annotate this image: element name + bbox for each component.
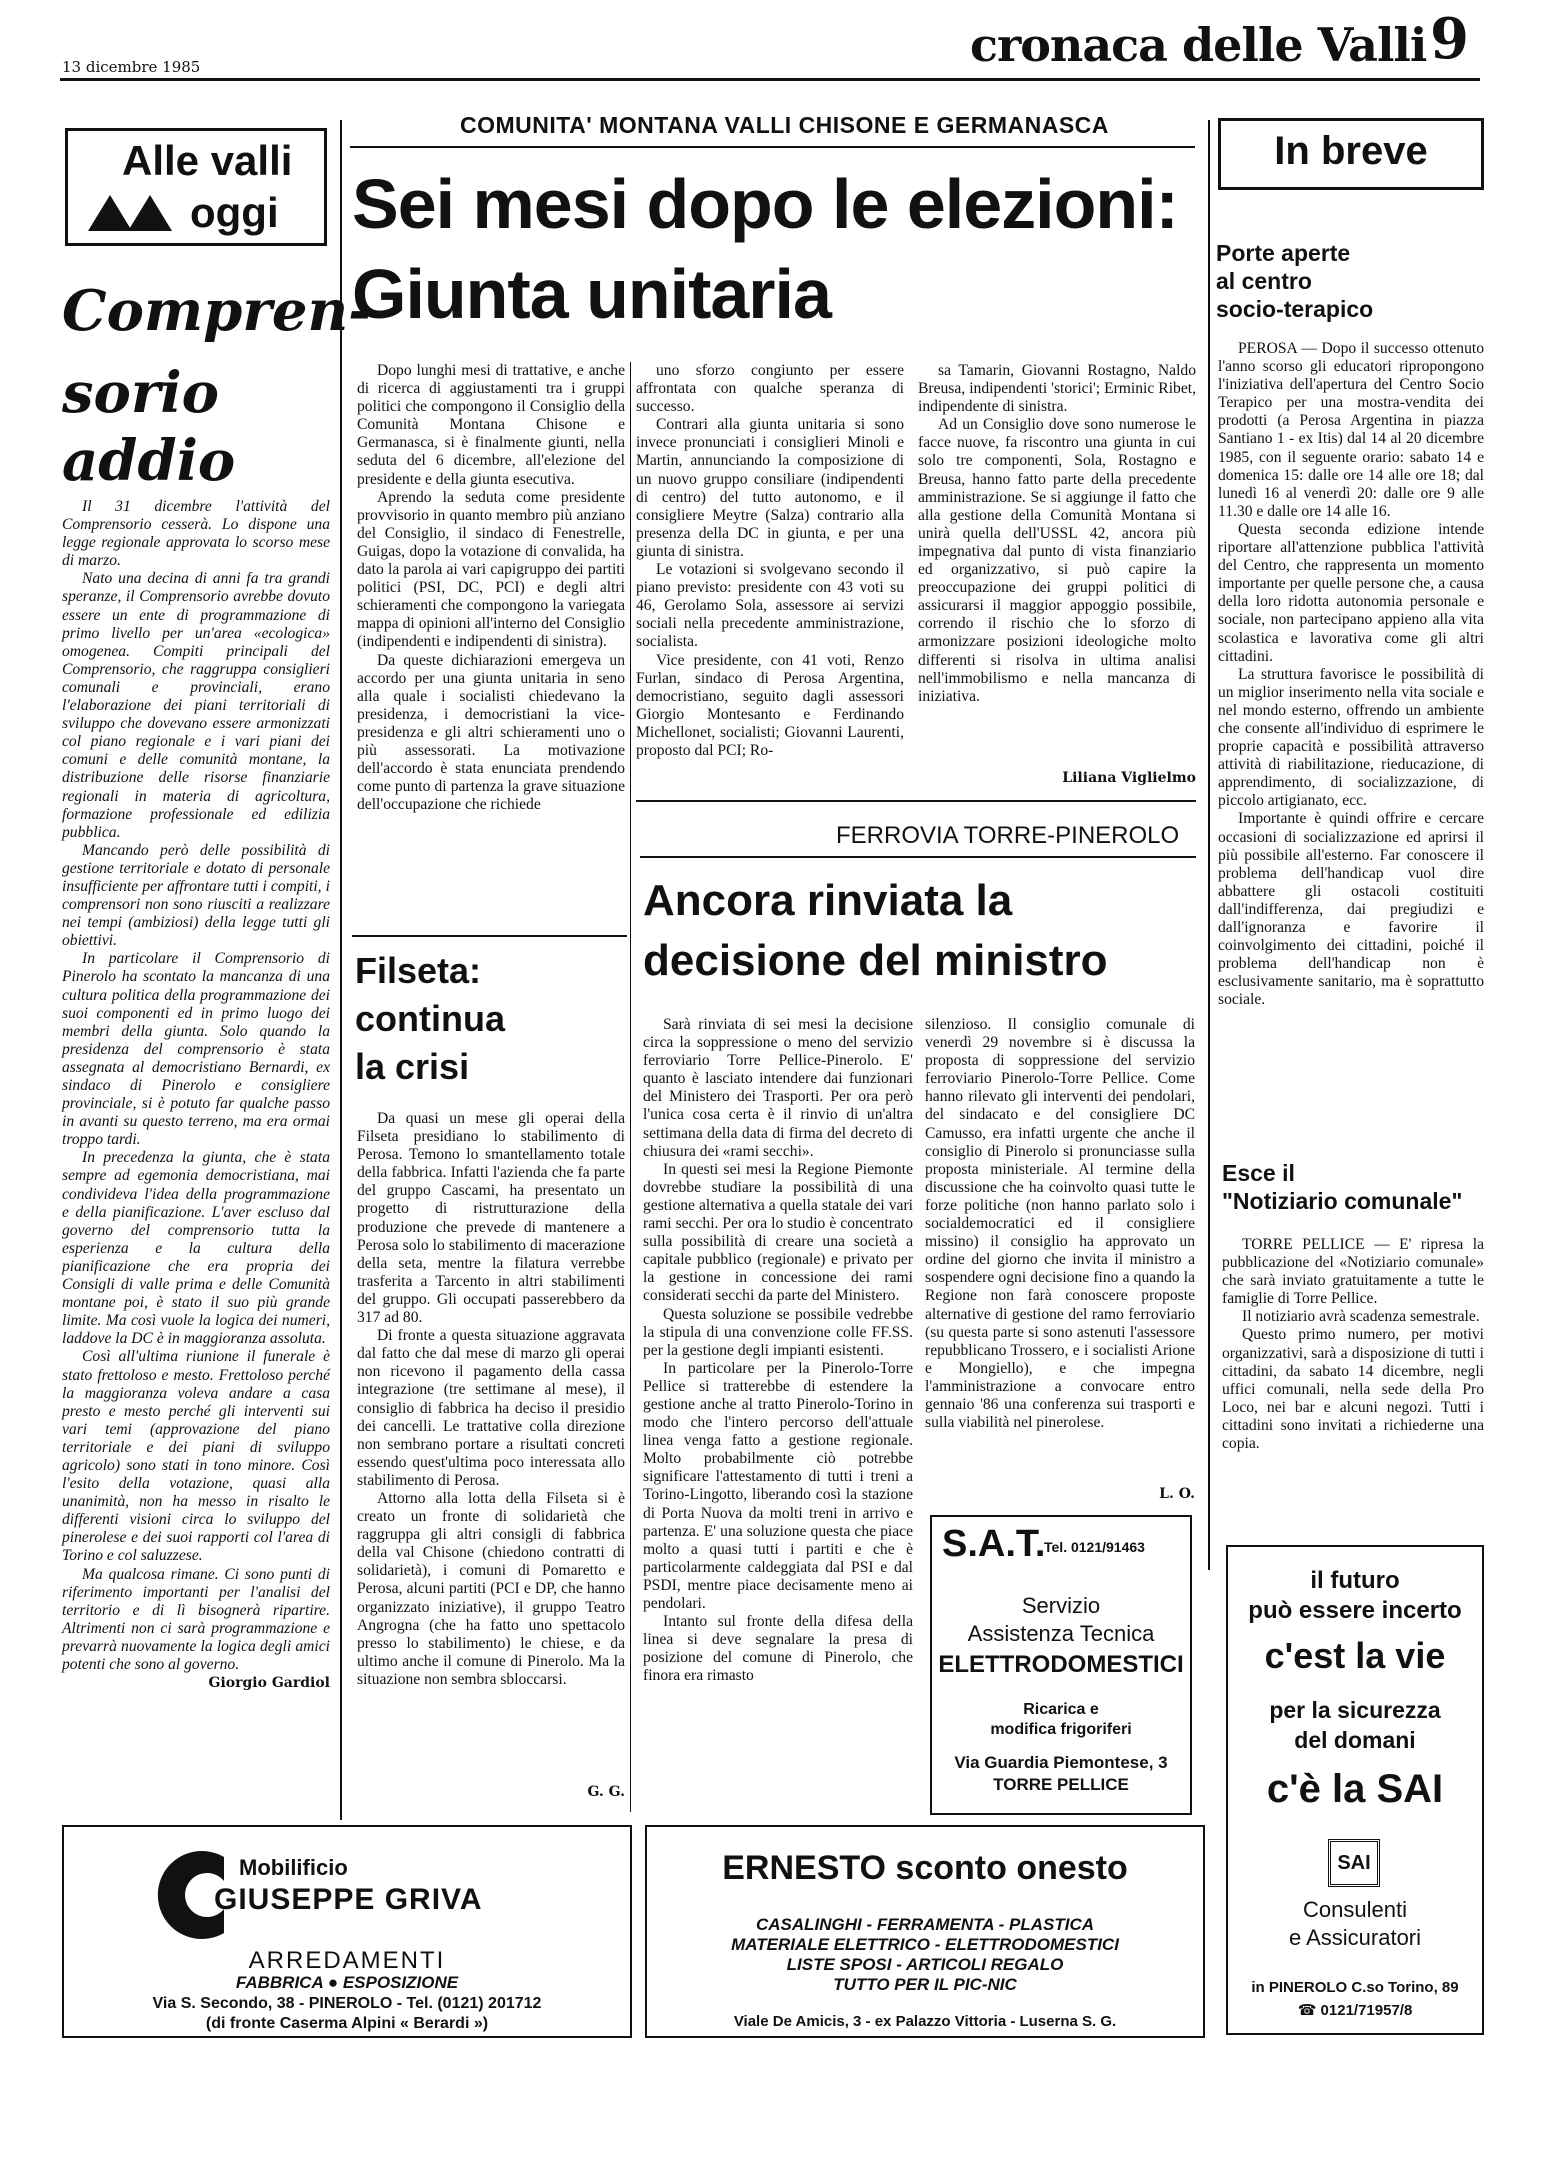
sai-line: c'est la vie (1264, 1635, 1446, 1676)
ernesto-line: LISTE SPOSI - ARTICOLI REGALO (786, 1955, 1064, 1974)
griva-line: Via S. Secondo, 38 - PINEROLO - Tel. (0121) 201712 (152, 1995, 542, 2012)
filseta-paragraph: Di fronte a questa situazione aggravata dal fatto che dal mese di marzo gli operai non ricevono il pagamento della cassa integrazione (tre settimane al mese), il consiglio di fabbrica ha deciso il presidio dei cancelli. Le trattative colla direzione non sembrano portare a risultati concreti essendo quest'ultima poco interessata allo stabilimento di Perosa. (357, 1327, 625, 1489)
sidebar-title-1: Compren- (62, 278, 372, 344)
ferrovia-kicker-rule (640, 856, 1196, 858)
ferrovia-signature: L. O. (1159, 1486, 1195, 1502)
sai-line: c'è la SAI (1266, 1767, 1444, 1811)
ernesto-title: ERNESTO sconto onesto (722, 1849, 1128, 1887)
breve-2-headline-1: Esce il (1222, 1160, 1295, 1186)
kicker-rule (350, 146, 1195, 148)
sidebar-divider (340, 120, 342, 1820)
sidebar-signature: Giorgio Gardiol (208, 1675, 330, 1692)
filseta-top-rule (352, 935, 627, 937)
ferrovia-paragraph: In particolare per la Pinerolo-Torre Pellice si tratterebbe di estendere la gestione anche al tratto Pinerolo-Torino in modo che l'intero percorso dell'attuale linea venga fatto a gestione regionale. Molto probabilmente ciò potrebbe significare l'attestamento di tutti i treni a Torino-Lingotto, liberando così la stazione di Porta Nuova da molti treni in arrivo e partenza. E' una soluzione questa che piace molto a quasi tutti i partiti e che è particolarmente caldeggiata dal PSI e dal PSDI, mentre piace decisamente meno ai pendolari. (643, 1359, 913, 1612)
ernesto-line: TUTTO PER IL PIC-NIC (833, 1975, 1017, 1994)
ernesto-line: MATERIALE ELETTRICO - ELETTRODOMESTICI (731, 1935, 1119, 1954)
in-breve-title: In breve (1274, 129, 1428, 173)
main-col-1 (357, 362, 625, 927)
griva-line: (di fronte Caserma Alpini « Berardi ») (205, 2015, 489, 2032)
sidebar-paragraph: Ma qualcosa rimane. Ci sono punti di riferimento importanti per l'analisi del territorio e di lì bisognerà ripartire. Altrimenti non ci sarà programmazione e prevarrà nuovamente la logica degli amici potenti che sono al governo. (62, 1565, 330, 1673)
breve-2-body (1222, 1236, 1484, 1536)
sat-ad (930, 1515, 1192, 1815)
sidebar-title-3: addio (62, 428, 236, 494)
sat-name: S.A.T. (942, 1523, 1046, 1565)
griva-line: ARREDAMENTI (248, 1947, 446, 1974)
sai-line: può essere incerto (1248, 1597, 1462, 1624)
sidebar-title-2: sorio (62, 360, 220, 426)
ferrovia-paragraph: Sarà rinviata di sei mesi la decisione circa la soppressione o meno del servizio ferroviario Torre Pellice-Pinerolo. E' quanto è lasciato intendere dai funzionari del Ministero dei Trasporti. Per ora però l'unica cosa certa è il rinvio di un'altra settimana della data di firma del decreto di chiusura dei «rami secchi». (643, 1016, 913, 1160)
breve-paragraph: Importante è quindi offrire e cercare occasioni di socializzazione ed aprirsi il più possibile all'esterno. Far conoscere il problema dell'handicap vuol dire abbattere gli ostacoli costituiti dall'indifferenza, dai pregiudizi e dall'ignoranza e favorire il coinvolgimento dei cittadini, poiché il problema dell'handicap non è esclusivamente sanitario, ma è soprattutto sociale. (1218, 810, 1484, 1009)
breve-paragraph: Questo primo numero, per motivi organizzativi, sarà a disposizione di tutti i cittadini, da sabato 14 dicembre, negli uffici comunali, nella sede della Pro Loco, nei bar e alcuni negozi. Tutti i cittadini sono invitati a richiederne una copia. (1222, 1326, 1484, 1453)
sat-line: Ricarica e (1023, 1701, 1099, 1718)
issue-date: 13 dicembre 1985 (62, 58, 201, 76)
griva-line: GIUSEPPE GRIVA (214, 1883, 483, 1916)
in-breve-box (1218, 118, 1484, 190)
main-paragraph: Ad un Consiglio dove sono numerose le facce nuove, fa riscontro una giunta in cui solo tre componenti, Sola, Rostagno e Breusa, hanno fatto parte della precedente amministrazione. Se si aggiunge il fatto che alla gestione della Comunità Montana si unirà quella dell'USSL 42, ancora più impegnativa dal punto di vista finanziario ed organizzativo, si può capire la preoccupazione dei gruppi politici di assicurarsi il maggior appoggio possibile, correndo il rischio che lo sforzo di armonizzare posizioni ideologiche molto differenti si risolva in ultima analisi nell'immobilismo e nella mancanza di iniziativa. (918, 416, 1196, 705)
sai-line: del domani (1294, 1727, 1416, 1753)
sat-line: TORRE PELLICE (993, 1775, 1129, 1794)
main-headline-2: Giunta unitaria (352, 255, 831, 333)
filseta-headline-2: continua (355, 998, 505, 1039)
sidebar-paragraph: Il 31 dicembre l'attività del Comprensorio cesserà. Lo dispone una legge regionale approvata lo scorso mese di marzo. (62, 498, 330, 570)
ernesto-ad (645, 1825, 1205, 2038)
sat-line: modifica frigoriferi (990, 1721, 1132, 1738)
ferrovia-headline-1: Ancora rinviata la (643, 876, 1013, 925)
breve-1-headline-1: Porte aperte (1216, 240, 1351, 266)
main-paragraph: Le votazioni si svolgevano secondo il piano previsto: presidente con 43 voti su 46, Gerolamo Sola, assessore ai servizi sociali nella precedente amministrazione, socialista. (636, 561, 904, 651)
page-number: 9 (1430, 6, 1469, 72)
breve-1-headline-3: socio-terapico (1216, 296, 1374, 322)
sat-phone: Tel. 0121/91463 (1044, 1539, 1145, 1555)
sai-line: il futuro (1310, 1567, 1400, 1594)
sat-line: Assistenza Tecnica (967, 1621, 1155, 1646)
main-paragraph: Vice presidente, con 41 voti, Renzo Furlan, sindaco di Perosa Argentina, democristiano, seguito dagli assessori Giorgio Montesanto e Ferdinando Michellonet, socialisti; Giovanni Laurenti, proposto dal PCI; Ro- (636, 651, 904, 759)
ferrovia-col-2 (925, 1016, 1195, 1486)
griva-line: Mobilificio (239, 1855, 348, 1880)
main-col-divider (630, 362, 631, 1812)
ferrovia-kicker: FERROVIA TORRE-PINEROLO (836, 822, 1180, 849)
filseta-headline-1: Filseta: (355, 950, 482, 991)
sat-line: Via Guardia Piemontese, 3 (954, 1753, 1168, 1772)
ferrovia-paragraph: silenzioso. Il consiglio comunale di venerdì 29 novembre si è discussa la proposta di soppressione del servizio ferroviario Pinerolo-Torre Pellice. Come hanno rilevato gli interventi dei pendolari, del sindacato e del consigliere DC Camusso, era infatti urgente che anche il consiglio di Pinerolo si pronunciasse sulla proposta ministeriale. Al termine della discussione che ha coinvolto quasi tutte le forze politiche (non hanno parlato solo i socialdemocratici ed il consigliere missino) il consiglio ha approvato un ordine del giorno che invita il ministro a sospendere ogni decisione fino a quando la Regione non farà conoscere proposte alternative di gestione del ramo ferroviario (su questa parte si sono astenuti l'assessore repubblicano Trossero, e i socialisti Arione e Mongiello), e che impegna l'amministrazione a convocare entro gennaio '86 una conferenza sui trasporti e sulla viabilità nel pinerolese. (925, 1016, 1195, 1432)
main-paragraph: uno sforzo congiunto per essere affrontata con qualche speranza di successo. (636, 362, 904, 416)
filseta-headline-3: la crisi (355, 1046, 470, 1087)
breve-1-headline-2: al centro (1216, 268, 1312, 294)
filseta-paragraph: Da quasi un mese gli operai della Filseta presidiano lo stabilimento di Perosa. Temono lo smantellamento totale della fabbrica. Infatti l'azienda che fa parte del gruppo Cascami, ha presentato un progetto di ristrutturazione della produzione che prevede di mantenere a Perosa solo lo stabilimento di macerazione della seta, mentre la filatura verrebbe trasferita a Tarcento in altri stabilimenti del gruppo. Gli occupati passerebbero da 317 ad 80. (357, 1110, 625, 1327)
sai-phone: ☎ 0121/71957/8 (1297, 2002, 1413, 2019)
breve-paragraph: Questa seconda edizione intende riportare all'attenzione pubblica l'attività del Centro, che rappresenta un momento importante per quelle persone che, a causa della loro ridotta autonomia personale e sociale, non partecipano appieno alla vita scolastica e lavorativa come gli altri cittadini. (1218, 520, 1484, 665)
box-line-1: Alle valli (122, 137, 293, 184)
ferrovia-headline-2: decisione del ministro (643, 936, 1108, 985)
sai-ad (1226, 1545, 1484, 2035)
sai-address: in PINEROLO C.so Torino, 89 (1251, 1979, 1459, 1996)
sidebar-paragraph: Mancando però delle possibilità di gestione territoriale e dotato di personale insufficiente per affrontare tutti i compiti, i comprensori non sono riusciti a realizzare nei tempi (ambiziosi) della legge tutti gli obiettivi. (62, 841, 330, 950)
breve-1-body (1218, 340, 1484, 1190)
main-signature: Liliana Viglielmo (1062, 770, 1196, 786)
sidebar-body (62, 498, 330, 1692)
griva-ad (62, 1825, 632, 2038)
main-col-2 (636, 362, 904, 782)
main-bottom-rule (636, 800, 1196, 802)
breve-paragraph: La struttura favorisce le possibilità di un miglior inserimento nella vita sociale e nel mondo esterno, offrendo un ambiente che consente all'individuo di esprimere le proprie capacità e possibilità attraverso attività di riabilitazione, rieducazione, di apprendimento, di socializzazione, di piccolo artigianato, ecc. (1218, 665, 1484, 810)
main-col-3 (918, 362, 1196, 762)
alle-valli-oggi-box (65, 128, 327, 246)
breve-paragraph: PEROSA — Dopo il successo ottenuto l'anno scorso gli educatori ripropongono l'iniziativa dell'apertura del Centro Socio Terapico per una mostra-vendita dei prodotti (a Perosa Argentina in piazza Santiano 1 - ex Itis) dal 14 al 20 dicembre 1985, con il seguente orario: sabato 14 e domenica 15: dalle ore 14 alle ore 18; dal lunedì 16 al venerdì 20: dalle ore 9 alle 11.30 e dalle ore 14 alle 16. (1218, 340, 1484, 520)
griva-line: FABBRICA ● ESPOSIZIONE (235, 1973, 459, 1992)
sat-line: ELETTRODOMESTICI (938, 1651, 1184, 1678)
sai-line: per la sicurezza (1269, 1697, 1441, 1723)
ernesto-address: Viale De Amicis, 3 - ex Palazzo Vittoria - Luserna S. G. (733, 2013, 1117, 2030)
ferrovia-paragraph: Intanto sul fronte della difesa della linea si deve segnalare la presa di posizione del comune di Pinerolo, che finora era rimasto (643, 1613, 913, 1685)
main-paragraph: sa Tamarin, Giovanni Rostagno, Naldo Breusa, indipendenti 'storici'; Erminic Ribet, indipendente di sinistra. (918, 362, 1196, 416)
sat-line: Servizio (1021, 1593, 1101, 1618)
filseta-signature: G. G. (587, 1784, 625, 1800)
main-headline-1: Sei mesi dopo le elezioni: (352, 165, 1178, 243)
breve-paragraph: Il notiziario avrà scadenza semestrale. (1242, 1308, 1480, 1326)
ferrovia-paragraph: In questi sei mesi la Regione Piemonte dovrebbe studiare la possibilità di una gestione alternativa a quella statale dei vari rami secchi. Per ora lo studio è concentrato sulla possibilità di creare una società a capitale pubblico (regionale) e privato per la gestione in concessione dei rami considerati secchi da parte del Ministero. (643, 1160, 913, 1305)
box-line-2: oggi (190, 189, 279, 236)
mountains-icon (88, 193, 178, 233)
sidebar-paragraph: Nato una decina di anni fa tra grandi speranze, il Comprensorio avrebbe dovuto essere un ente di programmazione di primo livello per un'area «ecologica» omogenea. Compiti principali del Comprensorio, che raggruppa consiglieri comunali e provinciali, erano l'elaborazione dei piani territoriali di sviluppo che dovevano essere armonizzati col piano regionale e i vari piani dei comuni e delle comunità montane, la distribuzione delle risorse finanziarie regionali in materia di agricoltura, formazione professionale ed edilizia pubblica. (62, 570, 330, 841)
masthead-rule (60, 78, 1480, 81)
ferrovia-col-1 (643, 1016, 913, 1811)
sidebar-paragraph: Così all'ultima riunione il funerale è stato frettoloso e mesto. Frettoloso perché la maggioranza voleva andare a casa presto e mesto perché gli interventi sui vari temi (approvazione del piano territoriale e dei piani di sviluppo agricolo) sono stati in tono minore. Così l'esito della votazione, quasi alla unanimità, non ha messo in risalto le differenti visioni circa lo sviluppo del pinerolese e dei suoi rapporti col l'area di Torino e col saluzzese. (62, 1348, 330, 1565)
sai-line: e Assicuratori (1288, 1925, 1422, 1950)
main-paragraph: Dopo lunghi mesi di trattative, e anche di ricerca di aggiustamenti tra i gruppi politici che compongono il Consiglio della Comunità Montana Chisone e Germanasca, si è finalmente giunti, nella seduta del 6 dicembre, all'elezione del presidente e della giunta esecutiva. (357, 362, 625, 488)
main-paragraph: Contrari alla giunta unitaria si sono invece pronunciati i consiglieri Minoli e Martin, annunciando la composizione di un nuovo gruppo consiliare (indipendenti di centro) del tutto autonomo, e il consigliere Meytre (Salza) contrario alla presenza della DC in giunta, e per una giunta di sinistra. (636, 416, 904, 560)
ferrovia-paragraph: Questa soluzione se possibile vedrebbe la stipula di una convenzione colle FF.SS. per la gestione degli impianti esistenti. (643, 1305, 913, 1359)
filseta-body (357, 1110, 625, 1795)
filseta-paragraph: Attorno alla lotta della Filseta si è creato un fronte di solidarietà che raggruppa gli altri consigli di fabbrica della val Chisone (chiedono contratti di solidarietà), i comuni di Pomaretto e Perosa, alcuni partiti (PCI e DP, che hanno organizzato iniziative), il gruppo Teatro Angrogna (che ha fatto uno spettacolo presso lo stabilimento) le chiese, e da ultimo anche il comune di Pinerolo. Ma la situazione non sembra sbloccarsi. (357, 1489, 625, 1688)
sidebar-paragraph: In particolare il Comprensorio di Pinerolo ha scontato la mancanza di una cultura politica della programmazione dei suoi componenti ed in primo luogo dei membri della giunta. Solo quando la presidenza del comprensorio è stata assegnata al democristiano Bernardi, ex sindaco di Pinerolo e consigliere provinciale, si è potuto far qualche passo in avanti su questo terreno, ma era ormai troppo tardi. (62, 950, 330, 1149)
main-kicker: COMUNITA' MONTANA VALLI CHISONE E GERMANASCA (460, 112, 1109, 138)
ernesto-line: CASALINGHI - FERRAMENTA - PLASTICA (755, 1915, 1095, 1934)
sidebar-paragraph: In precedenza la giunta, che è stata sempre ad egemonia democristiana, mai condivideva l'idea della programmazione e della pianificazione. L'aver escluso dal governo del comprensorio tutta la esperienza e la cultura della pianificazione che era propria dei Consigli di valle prima e delle Comunità montane poi, è stato il suo più grande limite. Ma così vuole la logica dei numeri, laddove la DC è in maggioranza assoluta. (62, 1149, 330, 1348)
breve-2-headline-2: "Notiziario comunale" (1222, 1188, 1463, 1214)
sai-logo: SAI (1328, 1839, 1380, 1887)
right-column-divider (1208, 120, 1210, 1570)
main-paragraph: Aprendo la seduta come presidente provvisorio in quanto membro più anziano del Consiglio, il sindaco di Fenestrelle, Guigas, dopo la votazione di convalida, ha dato la parola ai vari capigruppo dei partiti politici (PSI, DC, PCI) e degli altri schieramenti che compongono la variegata mappa di opinioni all'interno del Consiglio (indipendenti e indipendenti di sinistra). (357, 488, 625, 651)
section-title: cronaca delle Valli (970, 18, 1427, 72)
main-paragraph: Da queste dichiarazioni emergeva un accordo per una giunta unitaria in seno alla quale i socialisti chiedevano la presidenza, i democristiani la vice-presidenza e gli altri schieramenti uno o più assessorati. La motivazione dell'accordo è stata enunciata prendendo come punto di partenza la grave situazione dell'occupazione che richiede (357, 651, 625, 814)
sai-line: Consulenti (1303, 1897, 1407, 1922)
breve-paragraph: TORRE PELLICE — E' ripresa la pubblicazione del «Notiziario comunale» che sarà inviato gratuitamente a tutte le famiglie di Torre Pellice. (1222, 1236, 1484, 1308)
